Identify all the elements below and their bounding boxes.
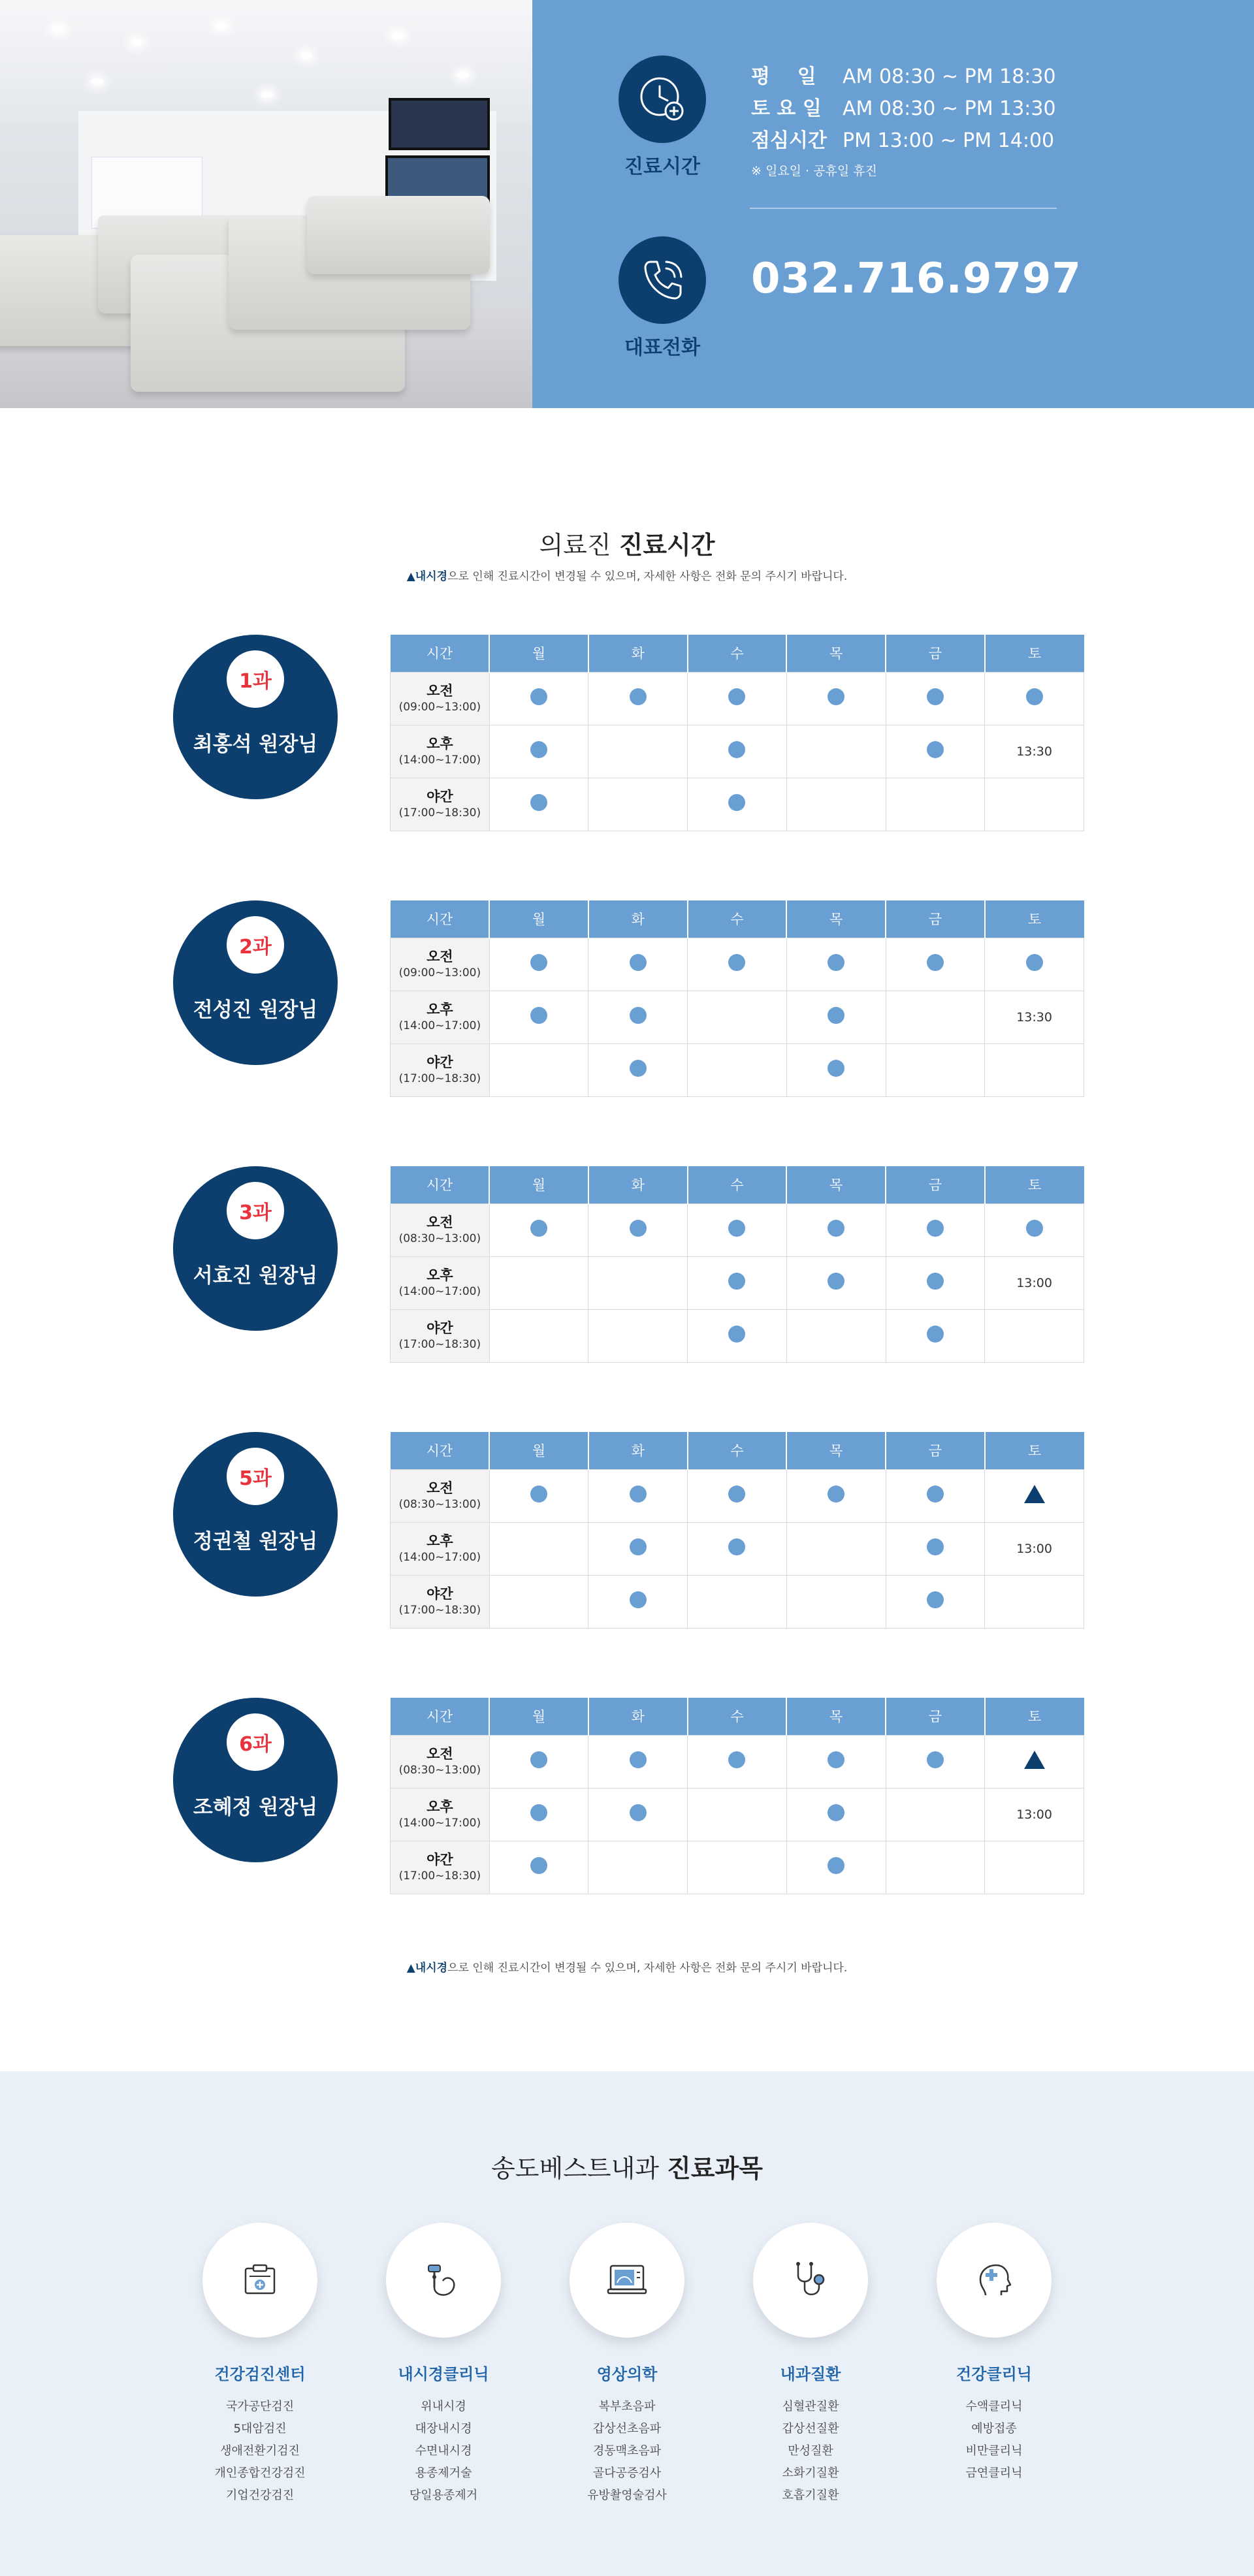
time-slot: 오전 (09:00~13:00) xyxy=(391,938,490,991)
schedule-cell xyxy=(786,778,886,831)
hero-section xyxy=(0,0,1254,408)
available-dot-icon xyxy=(630,1591,647,1608)
available-dot-icon xyxy=(530,954,547,971)
schedule-cell xyxy=(688,778,787,831)
column-header: 목 xyxy=(786,900,886,938)
schedule-cell: 13:00 xyxy=(985,1522,1084,1575)
available-dot-icon xyxy=(828,1007,844,1024)
schedule-cell xyxy=(489,1203,588,1256)
schedule-table xyxy=(390,1166,1084,1363)
schedule-cell xyxy=(688,1469,787,1522)
column-header: 토 xyxy=(985,1698,1084,1735)
subject-item-list xyxy=(937,2396,1052,2485)
schedule-cell xyxy=(985,938,1084,991)
department-number: 3과 xyxy=(227,1182,284,1239)
schedule-cell xyxy=(489,672,588,725)
schedule-cell xyxy=(688,725,787,778)
department-number: 2과 xyxy=(227,916,284,974)
table-row xyxy=(391,1469,1084,1522)
schedule-cell xyxy=(588,1788,688,1841)
schedule-cell xyxy=(786,672,886,725)
schedule-cell xyxy=(786,1841,886,1894)
table-row xyxy=(391,1203,1084,1256)
endoscopy-triangle-icon xyxy=(1024,1485,1045,1503)
available-dot-icon xyxy=(630,1486,647,1503)
list-item: 대장내시경 xyxy=(415,2422,472,2436)
subject-card[interactable] xyxy=(202,2223,317,2507)
list-item: 유방촬영술검사 xyxy=(587,2489,667,2502)
schedule-notice-bottom: ▲내시경으로 인해 진료시간이 변경될 수 있으며, 자세한 사항은 전화 문의 주시기 바랍니다. xyxy=(406,1962,848,1975)
column-header: 시간 xyxy=(391,1698,490,1735)
subject-card[interactable] xyxy=(386,2223,501,2507)
ultrasound-icon[interactable] xyxy=(570,2223,684,2338)
doctor-badge xyxy=(173,1432,338,1597)
schedule-cell xyxy=(489,1788,588,1841)
subject-card[interactable] xyxy=(753,2223,868,2507)
schedule-cell: 13:30 xyxy=(985,725,1084,778)
available-dot-icon xyxy=(630,1538,647,1555)
available-dot-icon xyxy=(828,954,844,971)
table-row xyxy=(391,1309,1084,1362)
column-header: 목 xyxy=(786,1432,886,1469)
available-dot-icon xyxy=(630,1060,647,1077)
available-dot-icon xyxy=(530,1857,547,1874)
schedule-cell xyxy=(985,672,1084,725)
hours-label: 진료시간 xyxy=(624,155,700,178)
schedule-cell xyxy=(588,1575,688,1628)
department-number: 6과 xyxy=(227,1713,284,1771)
available-dot-icon xyxy=(728,1751,745,1768)
available-dot-icon xyxy=(630,954,647,971)
list-item: 용종제거술 xyxy=(415,2466,472,2480)
column-header: 화 xyxy=(588,1432,688,1469)
column-header: 월 xyxy=(489,900,588,938)
schedule-cell xyxy=(786,938,886,991)
available-dot-icon xyxy=(828,1060,844,1077)
column-header: 금 xyxy=(886,1432,985,1469)
time-slot: 야간 (17:00~18:30) xyxy=(391,1575,490,1628)
schedule-cell: 13:00 xyxy=(985,1788,1084,1841)
list-item: 경동맥초음파 xyxy=(592,2444,662,2458)
column-header: 월 xyxy=(489,635,588,672)
schedule-cell xyxy=(985,1203,1084,1256)
list-item: 수액클리닉 xyxy=(965,2400,1023,2413)
column-header: 목 xyxy=(786,1698,886,1735)
weekday-hours: 평 일 AM 08:30 ~ PM 18:30 xyxy=(751,65,1056,88)
available-dot-icon xyxy=(927,1591,944,1608)
available-dot-icon xyxy=(828,1486,844,1503)
column-header: 금 xyxy=(886,900,985,938)
list-item: 기업건강검진 xyxy=(225,2489,295,2502)
list-item: 예방접종 xyxy=(971,2422,1017,2436)
available-dot-icon xyxy=(630,1804,647,1821)
available-dot-icon xyxy=(530,1751,547,1768)
subject-item-list xyxy=(202,2396,317,2507)
schedule-cell xyxy=(588,1256,688,1309)
schedule-cell xyxy=(886,1522,985,1575)
list-item: 골다공증검사 xyxy=(592,2466,662,2480)
available-dot-icon xyxy=(927,1486,944,1503)
clock-icon xyxy=(619,56,706,143)
schedule-cell xyxy=(688,1522,787,1575)
phone-number-link[interactable]: 032.716.9797 xyxy=(751,255,1082,303)
schedule-cell xyxy=(786,1203,886,1256)
available-dot-icon xyxy=(828,1751,844,1768)
available-dot-icon xyxy=(828,688,844,705)
schedule-cell xyxy=(886,672,985,725)
time-slot: 오후 (14:00~17:00) xyxy=(391,1788,490,1841)
schedule-cell xyxy=(688,1043,787,1096)
health-clinic-icon[interactable] xyxy=(937,2223,1052,2338)
schedule-cell xyxy=(688,991,787,1043)
schedule-table xyxy=(390,635,1084,831)
available-dot-icon xyxy=(728,1326,745,1343)
available-dot-icon xyxy=(728,954,745,971)
available-dot-icon xyxy=(927,688,944,705)
column-header: 금 xyxy=(886,1698,985,1735)
list-item: 심혈관질환 xyxy=(782,2400,839,2413)
available-dot-icon xyxy=(630,1007,647,1024)
available-dot-icon xyxy=(530,1486,547,1503)
schedule-cell xyxy=(588,1203,688,1256)
time-slot: 오후 (14:00~17:00) xyxy=(391,725,490,778)
table-row xyxy=(391,778,1084,831)
column-header: 시간 xyxy=(391,1432,490,1469)
schedule-cell xyxy=(886,938,985,991)
schedule-cell xyxy=(886,725,985,778)
available-dot-icon xyxy=(927,741,944,758)
doctor-name: 전성진 원장님 xyxy=(193,998,318,1022)
schedule-cell xyxy=(489,1575,588,1628)
time-slot: 오전 (09:00~13:00) xyxy=(391,672,490,725)
schedule-cell xyxy=(688,938,787,991)
schedule-cell xyxy=(489,778,588,831)
list-item: 복부초음파 xyxy=(598,2400,656,2413)
schedule-cell xyxy=(985,1575,1084,1628)
time-slot: 오후 (14:00~17:00) xyxy=(391,1522,490,1575)
column-header: 수 xyxy=(688,900,787,938)
schedule-cell xyxy=(985,1735,1084,1788)
available-dot-icon xyxy=(728,1538,745,1555)
column-header: 월 xyxy=(489,1166,588,1203)
schedule-cell xyxy=(489,1469,588,1522)
schedule-cell xyxy=(886,1309,985,1362)
column-header: 시간 xyxy=(391,900,490,938)
list-item: 만성질환 xyxy=(788,2444,833,2458)
available-dot-icon xyxy=(1026,1220,1043,1237)
schedule-cell xyxy=(489,1256,588,1309)
schedule-table xyxy=(390,1432,1084,1629)
available-dot-icon xyxy=(728,794,745,811)
column-header: 수 xyxy=(688,635,787,672)
schedule-cell xyxy=(886,1575,985,1628)
time-slot: 야간 (17:00~18:30) xyxy=(391,1309,490,1362)
list-item: 호흡기질환 xyxy=(782,2489,839,2502)
subject-item-list xyxy=(753,2396,868,2507)
schedule-notice-top: ▲내시경으로 인해 진료시간이 변경될 수 있으며, 자세한 사항은 전화 문의 주시기 바랍니다. xyxy=(406,570,848,583)
available-dot-icon xyxy=(630,1220,647,1237)
table-row xyxy=(391,1841,1084,1894)
table-row xyxy=(391,672,1084,725)
schedule-cell xyxy=(588,1735,688,1788)
list-item: 당일용종제거 xyxy=(409,2489,478,2502)
schedule-cell xyxy=(588,938,688,991)
table-row xyxy=(391,991,1084,1043)
schedule-cell xyxy=(588,1522,688,1575)
schedule-cell xyxy=(688,1841,787,1894)
column-header: 시간 xyxy=(391,635,490,672)
schedule-cell xyxy=(786,1575,886,1628)
column-header: 수 xyxy=(688,1432,787,1469)
stethoscope-icon[interactable] xyxy=(753,2223,868,2338)
endoscopy-triangle-icon xyxy=(1024,1751,1045,1769)
list-item: 개인종합건강검진 xyxy=(214,2466,306,2480)
schedule-cell: 13:30 xyxy=(985,991,1084,1043)
available-dot-icon xyxy=(927,954,944,971)
phone-icon xyxy=(619,236,706,324)
available-dot-icon xyxy=(728,1486,745,1503)
table-row xyxy=(391,1256,1084,1309)
column-header: 화 xyxy=(588,1698,688,1735)
list-item: 금연클리닉 xyxy=(965,2466,1023,2480)
column-header: 목 xyxy=(786,1166,886,1203)
available-dot-icon xyxy=(927,1751,944,1768)
closed-note: ※ 일요일 · 공휴일 휴진 xyxy=(751,164,877,178)
schedule-table xyxy=(390,1698,1084,1894)
schedule-cell xyxy=(688,1256,787,1309)
column-header: 화 xyxy=(588,635,688,672)
available-dot-icon xyxy=(728,741,745,758)
schedule-cell xyxy=(588,991,688,1043)
column-header: 수 xyxy=(688,1698,787,1735)
list-item: 소화기질환 xyxy=(782,2466,839,2480)
subject-card[interactable] xyxy=(937,2223,1052,2485)
schedule-cell xyxy=(985,1469,1084,1522)
schedule-cell xyxy=(786,991,886,1043)
schedule-cell xyxy=(886,1203,985,1256)
column-header: 화 xyxy=(588,1166,688,1203)
schedule-cell xyxy=(489,1841,588,1894)
column-header: 토 xyxy=(985,900,1084,938)
available-dot-icon xyxy=(530,1804,547,1821)
schedule-cell xyxy=(786,1469,886,1522)
column-header: 월 xyxy=(489,1432,588,1469)
schedule-cell xyxy=(786,1788,886,1841)
available-dot-icon xyxy=(828,1273,844,1290)
schedule-cell xyxy=(688,672,787,725)
list-item: 위내시경 xyxy=(421,2400,466,2413)
table-row xyxy=(391,1043,1084,1096)
list-item: 5대암검진 xyxy=(233,2422,287,2436)
doctor-name: 정권철 원장님 xyxy=(193,1530,318,1553)
subject-item-list xyxy=(386,2396,501,2507)
table-row xyxy=(391,938,1084,991)
time-slot: 오전 (08:30~13:00) xyxy=(391,1469,490,1522)
column-header: 금 xyxy=(886,1166,985,1203)
hero-divider xyxy=(750,208,1057,209)
available-dot-icon xyxy=(530,794,547,811)
schedule-title: 의료진 진료시간 xyxy=(539,531,715,560)
time-slot: 오후 (14:00~17:00) xyxy=(391,991,490,1043)
schedule-cell xyxy=(886,778,985,831)
available-dot-icon xyxy=(630,1751,647,1768)
schedule-cell xyxy=(985,778,1084,831)
health-checkup-icon[interactable] xyxy=(202,2223,317,2338)
available-dot-icon xyxy=(728,1220,745,1237)
doctor-name: 최홍석 원장님 xyxy=(193,733,318,756)
schedule-table xyxy=(390,900,1084,1097)
subject-name[interactable]: 영상의학 xyxy=(596,2365,658,2383)
schedule-cell xyxy=(786,1735,886,1788)
subject-name[interactable]: 내과질환 xyxy=(780,2365,841,2383)
available-dot-icon xyxy=(530,688,547,705)
available-dot-icon xyxy=(1026,688,1043,705)
available-dot-icon xyxy=(927,1326,944,1343)
schedule-cell xyxy=(588,1309,688,1362)
list-item: 생애전환기검진 xyxy=(220,2444,300,2458)
schedule-cell xyxy=(489,1522,588,1575)
available-dot-icon xyxy=(828,1804,844,1821)
schedule-cell xyxy=(886,1256,985,1309)
column-header: 토 xyxy=(985,1432,1084,1469)
schedule-cell xyxy=(688,1788,787,1841)
subject-name[interactable]: 건강검진센터 xyxy=(214,2365,306,2383)
list-item: 갑상선질환 xyxy=(782,2422,839,2436)
available-dot-icon xyxy=(927,1538,944,1555)
column-header: 금 xyxy=(886,635,985,672)
saturday-hours: 토 요 일 AM 08:30 ~ PM 13:30 xyxy=(751,97,1056,120)
column-header: 월 xyxy=(489,1698,588,1735)
phone-label: 대표전화 xyxy=(624,336,700,359)
schedule-cell xyxy=(985,1043,1084,1096)
schedule-cell xyxy=(588,1043,688,1096)
table-row xyxy=(391,1735,1084,1788)
time-slot: 오후 (14:00~17:00) xyxy=(391,1256,490,1309)
column-header: 시간 xyxy=(391,1166,490,1203)
list-item: 국가공단검진 xyxy=(225,2400,295,2413)
lunch-hours: 점심시간 PM 13:00 ~ PM 14:00 xyxy=(751,129,1055,152)
available-dot-icon xyxy=(530,1220,547,1237)
schedule-cell xyxy=(886,1043,985,1096)
schedule-cell xyxy=(886,1469,985,1522)
schedule-cell xyxy=(786,1522,886,1575)
available-dot-icon xyxy=(728,1273,745,1290)
available-dot-icon xyxy=(530,741,547,758)
available-dot-icon xyxy=(828,1220,844,1237)
schedule-cell xyxy=(489,1735,588,1788)
subject-name[interactable]: 내시경클리닉 xyxy=(398,2365,489,2383)
available-dot-icon xyxy=(1026,954,1043,971)
table-row xyxy=(391,1575,1084,1628)
time-slot: 야간 (17:00~18:30) xyxy=(391,1841,490,1894)
available-dot-icon xyxy=(927,1220,944,1237)
endoscope-icon[interactable] xyxy=(386,2223,501,2338)
time-slot: 오전 (08:30~13:00) xyxy=(391,1203,490,1256)
doctor-badge xyxy=(173,900,338,1065)
available-dot-icon xyxy=(828,1857,844,1874)
table-row xyxy=(391,1788,1084,1841)
schedule-cell xyxy=(588,672,688,725)
available-dot-icon xyxy=(630,688,647,705)
schedule-cell xyxy=(786,1309,886,1362)
subject-item-list xyxy=(570,2396,684,2507)
table-row xyxy=(391,725,1084,778)
schedule-cell xyxy=(489,938,588,991)
schedule-cell xyxy=(489,1043,588,1096)
available-dot-icon xyxy=(728,688,745,705)
subject-card[interactable] xyxy=(570,2223,684,2507)
schedule-cell xyxy=(786,1043,886,1096)
schedule-cell xyxy=(588,725,688,778)
schedule-cell xyxy=(688,1575,787,1628)
doctor-badge xyxy=(173,1166,338,1331)
available-dot-icon xyxy=(927,1273,944,1290)
column-header: 목 xyxy=(786,635,886,672)
schedule-cell xyxy=(588,1841,688,1894)
schedule-cell xyxy=(489,725,588,778)
schedule-cell xyxy=(985,1841,1084,1894)
column-header: 화 xyxy=(588,900,688,938)
schedule-cell xyxy=(886,1841,985,1894)
schedule-cell xyxy=(886,1788,985,1841)
available-dot-icon xyxy=(530,1007,547,1024)
schedule-cell xyxy=(489,991,588,1043)
department-number: 5과 xyxy=(227,1448,284,1505)
schedule-cell xyxy=(588,778,688,831)
schedule-cell xyxy=(688,1203,787,1256)
doctor-name: 서효진 원장님 xyxy=(193,1264,318,1288)
list-item: 갑상선초음파 xyxy=(592,2422,662,2436)
schedule-cell xyxy=(886,1735,985,1788)
column-header: 수 xyxy=(688,1166,787,1203)
schedule-cell xyxy=(688,1309,787,1362)
time-slot: 야간 (17:00~18:30) xyxy=(391,1043,490,1096)
doctor-badge xyxy=(173,1698,338,1862)
department-number: 1과 xyxy=(227,650,284,708)
schedule-cell xyxy=(688,1735,787,1788)
subject-name[interactable]: 건강클리닉 xyxy=(956,2365,1032,2383)
schedule-cell xyxy=(588,1469,688,1522)
doctor-badge xyxy=(173,635,338,799)
doctor-name: 조혜정 원장님 xyxy=(193,1796,318,1819)
time-slot: 야간 (17:00~18:30) xyxy=(391,778,490,831)
schedule-cell xyxy=(985,1309,1084,1362)
table-row xyxy=(391,1522,1084,1575)
schedule-cell xyxy=(489,1309,588,1362)
list-item: 수면내시경 xyxy=(415,2444,472,2458)
schedule-cell xyxy=(786,1256,886,1309)
time-slot: 오전 (08:30~13:00) xyxy=(391,1735,490,1788)
schedule-cell: 13:00 xyxy=(985,1256,1084,1309)
subjects-title: 송도베스트내과 진료과목 xyxy=(491,2154,763,2183)
list-item: 비만클리닉 xyxy=(965,2444,1023,2458)
column-header: 토 xyxy=(985,635,1084,672)
schedule-cell xyxy=(786,725,886,778)
column-header: 토 xyxy=(985,1166,1084,1203)
clinic-lobby-photo xyxy=(0,0,532,408)
schedule-cell xyxy=(886,991,985,1043)
